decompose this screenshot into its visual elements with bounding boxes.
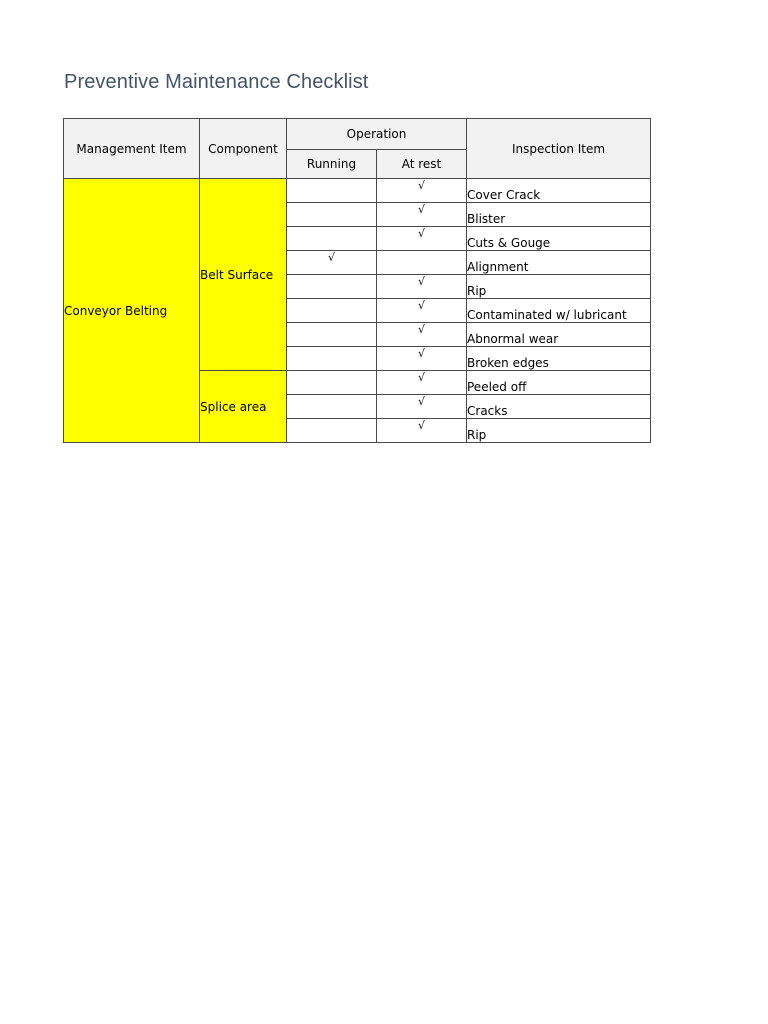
inspection-item-cell: Cuts & Gouge — [467, 227, 651, 251]
inspection-item-cell: Peeled off — [467, 371, 651, 395]
at-rest-cell: √ — [377, 347, 467, 371]
at-rest-cell: √ — [377, 179, 467, 203]
running-cell — [287, 323, 377, 347]
running-cell: √ — [287, 251, 377, 275]
running-cell — [287, 275, 377, 299]
at-rest-cell — [377, 251, 467, 275]
inspection-item-cell: Cover Crack — [467, 179, 651, 203]
at-rest-cell: √ — [377, 395, 467, 419]
running-cell — [287, 299, 377, 323]
inspection-item-cell: Contaminated w/ lubricant — [467, 299, 651, 323]
header-at-rest: At rest — [377, 150, 467, 179]
running-cell — [287, 227, 377, 251]
header-component: Component — [200, 119, 287, 179]
inspection-item-cell: Blister — [467, 203, 651, 227]
inspection-item-cell: Alignment — [467, 251, 651, 275]
at-rest-cell: √ — [377, 275, 467, 299]
header-management-item: Management Item — [64, 119, 200, 179]
running-cell — [287, 419, 377, 443]
running-cell — [287, 203, 377, 227]
running-cell — [287, 371, 377, 395]
running-cell — [287, 179, 377, 203]
checklist-table — [63, 118, 651, 443]
at-rest-cell: √ — [377, 419, 467, 443]
header-inspection-item: Inspection Item — [467, 119, 651, 179]
at-rest-cell: √ — [377, 203, 467, 227]
running-cell — [287, 347, 377, 371]
running-cell — [287, 395, 377, 419]
at-rest-cell: √ — [377, 299, 467, 323]
page-title: Preventive Maintenance Checklist — [64, 71, 369, 93]
inspection-item-cell: Abnormal wear — [467, 323, 651, 347]
inspection-item-cell: Rip — [467, 419, 651, 443]
inspection-item-cell: Cracks — [467, 395, 651, 419]
management-item-cell: Conveyor Belting — [64, 179, 200, 443]
header-row — [64, 119, 651, 150]
at-rest-cell: √ — [377, 323, 467, 347]
inspection-item-cell: Broken edges — [467, 347, 651, 371]
header-running: Running — [287, 150, 377, 179]
component-cell: Splice area — [200, 371, 287, 443]
table-row — [64, 179, 651, 203]
header-operation: Operation — [287, 119, 467, 150]
inspection-item-cell: Rip — [467, 275, 651, 299]
at-rest-cell: √ — [377, 371, 467, 395]
at-rest-cell: √ — [377, 227, 467, 251]
component-cell: Belt Surface — [200, 179, 287, 371]
